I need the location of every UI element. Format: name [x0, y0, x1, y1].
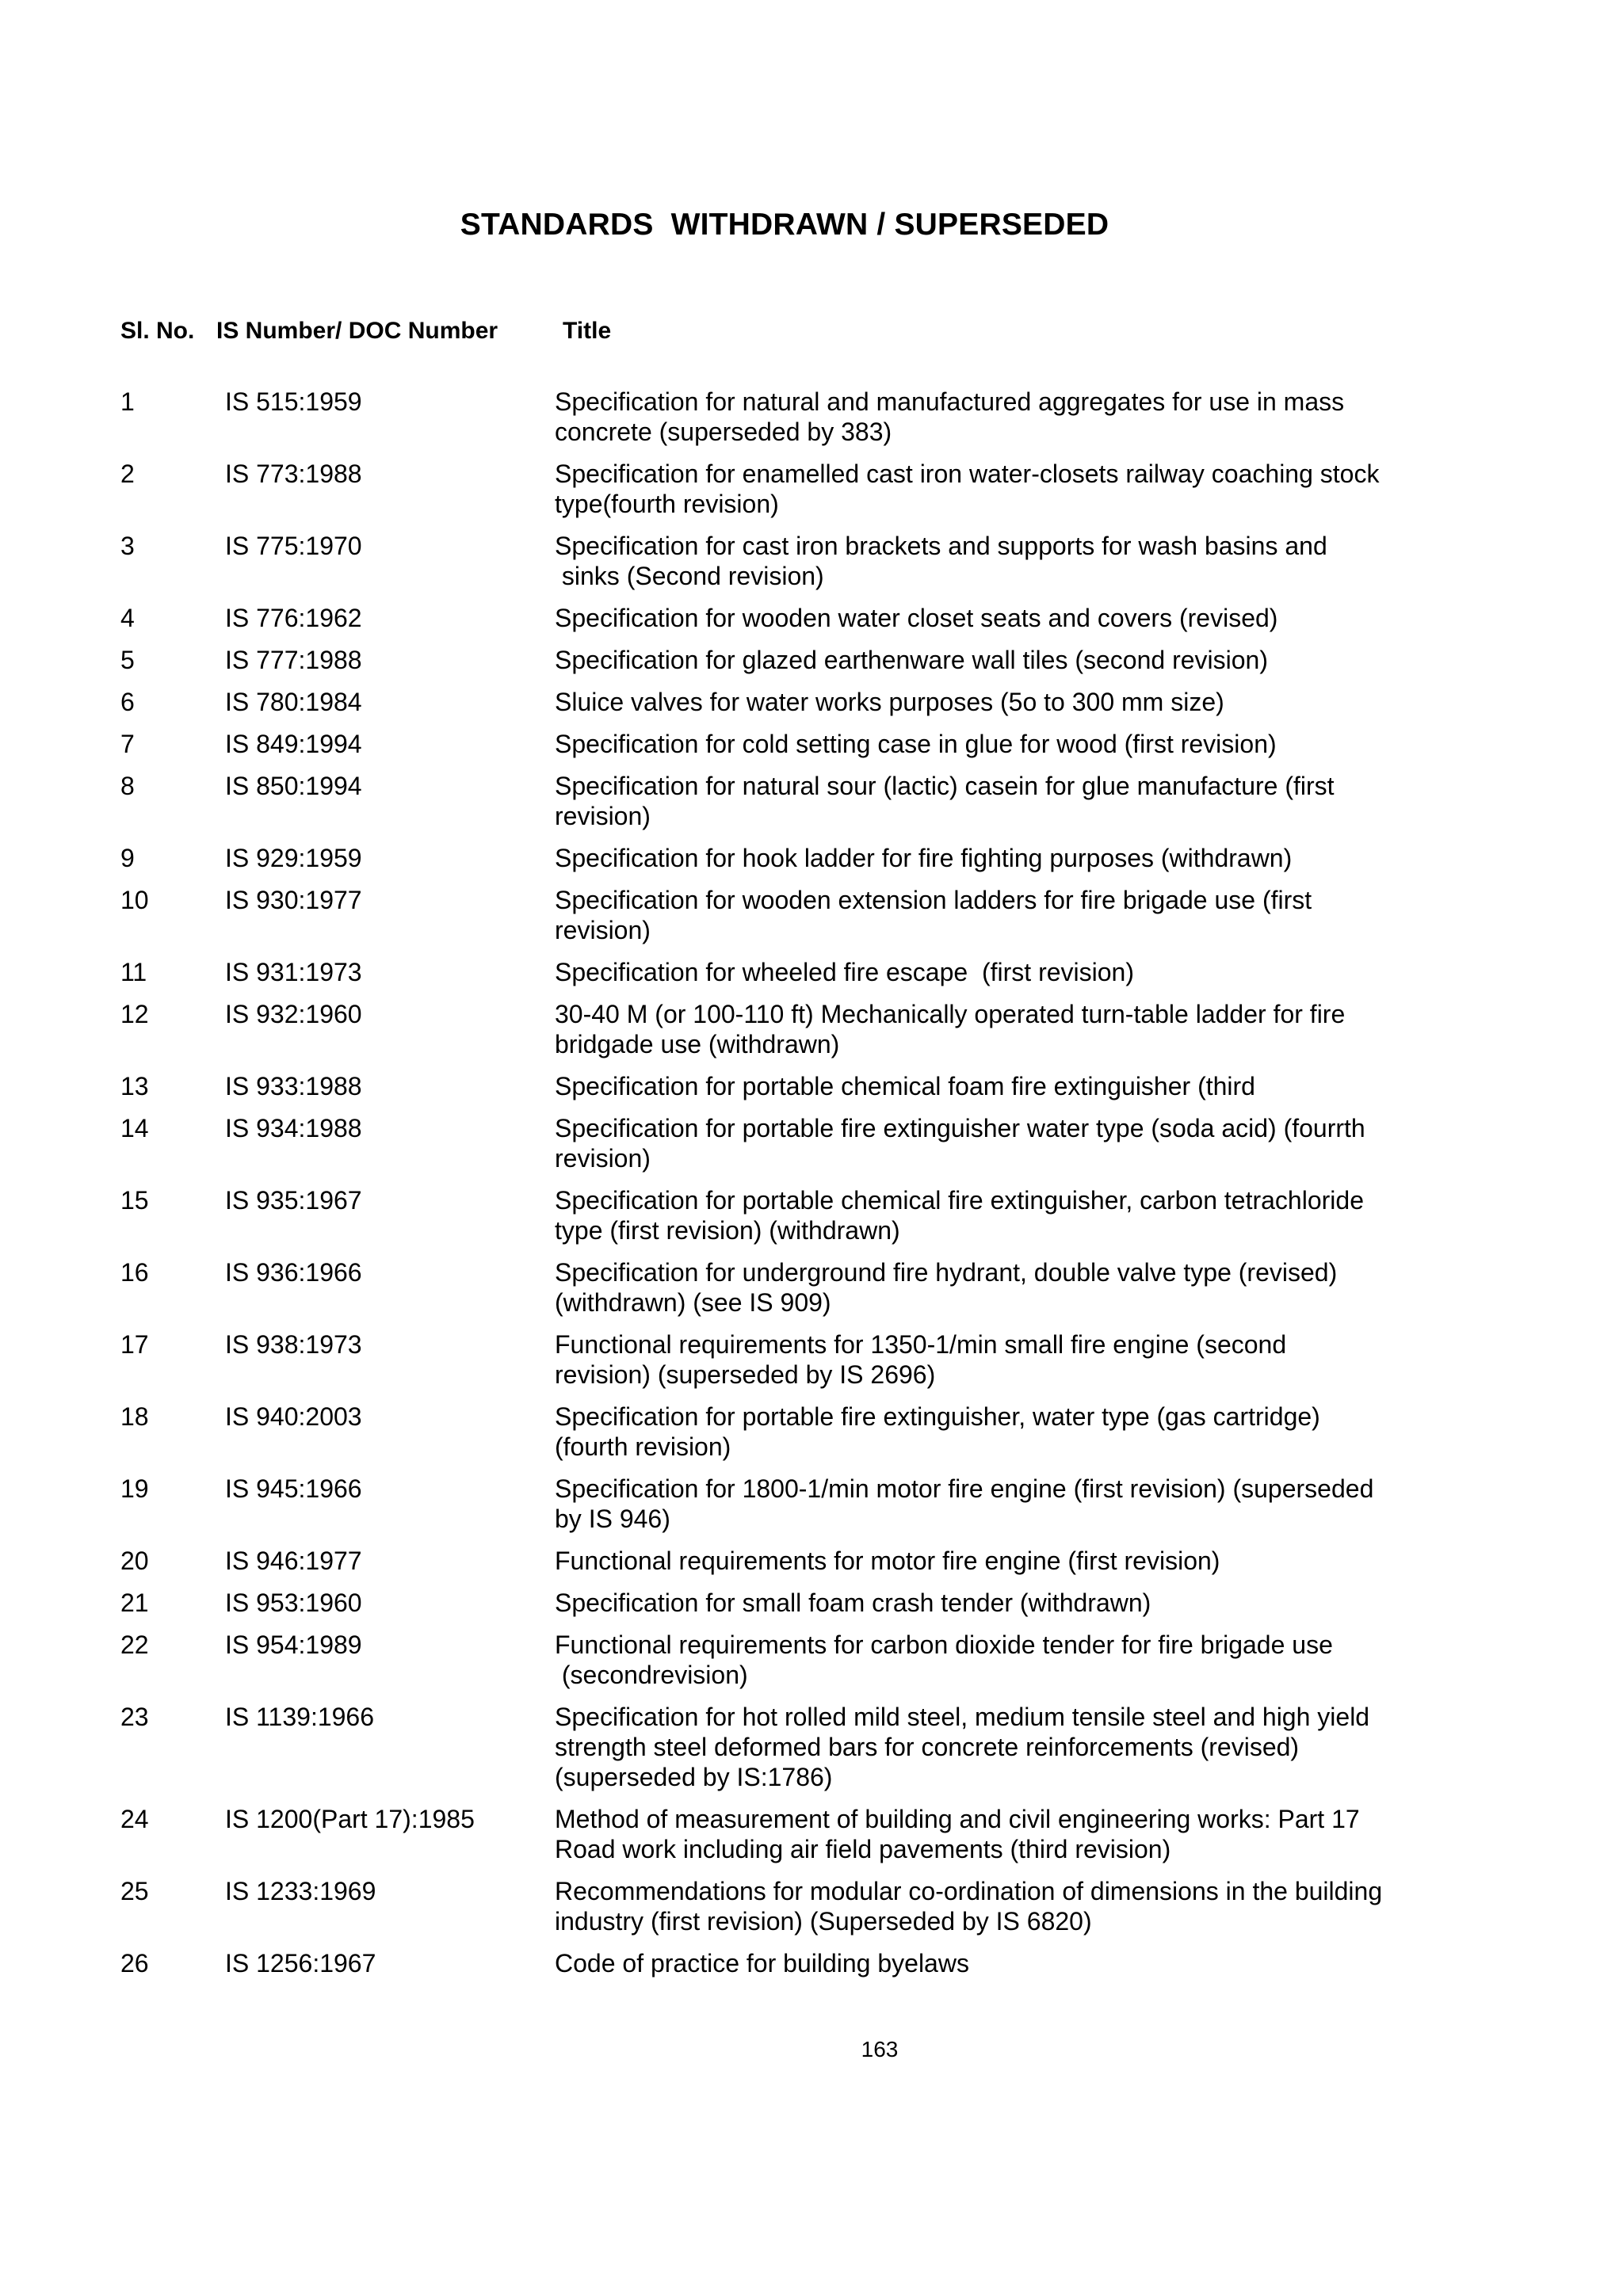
- standards-table: [0, 387, 1623, 1990]
- is-number-cell: IS 953:1960: [225, 1589, 362, 1617]
- table-row: [0, 645, 1623, 675]
- title-cell: Specification for portable chemical foam fire extinguisher (third: [555, 1072, 1255, 1100]
- title-cell: Specification for glazed earthenware wall tiles (second revision): [555, 646, 1268, 674]
- title-cell: Specification for portable fire extinguisher water type (soda acid) (fourrth revision): [555, 1114, 1373, 1173]
- is-number-cell: IS 935:1967: [225, 1186, 362, 1215]
- is-number-cell: IS 933:1988: [225, 1072, 362, 1100]
- table-row: [0, 957, 1623, 987]
- title-cell: Code of practice for building byelaws: [555, 1949, 969, 1978]
- is-number-cell: IS 930:1977: [225, 886, 362, 914]
- sl-no-cell: 14: [120, 1114, 149, 1142]
- column-header-title: Title: [563, 318, 612, 344]
- sl-no-cell: 3: [120, 532, 135, 560]
- title-cell: Specification for portable chemical fire extinguisher, carbon tetrachloride type (first revision) (withdrawn): [555, 1186, 1371, 1245]
- is-number-cell: IS 1200(Part 17):1985: [225, 1805, 475, 1833]
- table-row: [0, 729, 1623, 759]
- table-row: [0, 1474, 1623, 1534]
- sl-no-cell: 15: [120, 1186, 149, 1215]
- sl-no-cell: 5: [120, 646, 135, 674]
- title-cell: Functional requirements for carbon dioxide tender for fire brigade use (secondrevision): [555, 1630, 1333, 1689]
- title-cell: Specification for 1800-1/min motor fire engine (first revision) (superseded by IS 946): [555, 1474, 1381, 1533]
- is-number-cell: IS 850:1994: [225, 772, 362, 800]
- title-cell: Recommendations for modular co-ordination of dimensions in the building industry (first revision) (Superseded by IS 6820): [555, 1877, 1390, 1936]
- table-row: [0, 1948, 1623, 1978]
- title-cell: Specification for small foam crash tender (withdrawn): [555, 1589, 1151, 1617]
- title-cell: Specification for wheeled fire escape (first revision): [555, 958, 1134, 986]
- sl-no-cell: 18: [120, 1402, 149, 1431]
- title-cell: Specification for portable fire extinguisher, water type (gas cartridge) (fourth revision): [555, 1402, 1327, 1461]
- table-row: [0, 1588, 1623, 1618]
- table-row: [0, 1876, 1623, 1936]
- sl-no-cell: 4: [120, 604, 135, 632]
- table-row: [0, 1257, 1623, 1318]
- table-row: [0, 1329, 1623, 1390]
- sl-no-cell: 9: [120, 844, 135, 872]
- sl-no-cell: 16: [120, 1258, 149, 1287]
- title-cell: Specification for underground fire hydrant, double valve type (revised) (withdrawn) (see IS 909): [555, 1258, 1345, 1317]
- title-cell: Method of measurement of building and civil engineering works: Part 17 Road work including air field pavements (third revision): [555, 1805, 1367, 1863]
- title-cell: Specification for hook ladder for fire fighting purposes (withdrawn): [555, 844, 1293, 872]
- table-row: [0, 1804, 1623, 1864]
- column-header-is-number: IS Number/ DOC Number: [216, 318, 498, 344]
- title-cell: Specification for enamelled cast iron water-closets railway coaching stock type(fourth revision): [555, 460, 1387, 518]
- sl-no-cell: 24: [120, 1805, 149, 1833]
- title-cell: Specification for natural sour (lactic) casein for glue manufacture (first revision): [555, 772, 1342, 830]
- title-cell: 30-40 M (or 100-110 ft) Mechanically operated turn-table ladder for fire bridgade use (withdrawn): [555, 1000, 1353, 1058]
- is-number-cell: IS 776:1962: [225, 604, 362, 632]
- sl-no-cell: 19: [120, 1474, 149, 1503]
- sl-no-cell: 6: [120, 688, 135, 716]
- title-cell: Functional requirements for motor fire engine (first revision): [555, 1547, 1220, 1575]
- table-row: [0, 1702, 1623, 1792]
- table-row: [0, 603, 1623, 633]
- sl-no-cell: 20: [120, 1547, 149, 1575]
- is-number-cell: IS 932:1960: [225, 1000, 362, 1028]
- table-row: [0, 387, 1623, 447]
- is-number-cell: IS 946:1977: [225, 1547, 362, 1575]
- is-number-cell: IS 775:1970: [225, 532, 362, 560]
- table-row: [0, 1113, 1623, 1173]
- title-cell: Specification for cast iron brackets and supports for wash basins and sinks (Second revision): [555, 532, 1327, 590]
- sl-no-cell: 12: [120, 1000, 149, 1028]
- title-cell: Specification for wooden water closet seats and covers (revised): [555, 604, 1278, 632]
- is-number-cell: IS 954:1989: [225, 1630, 362, 1659]
- table-row: [0, 531, 1623, 591]
- sl-no-cell: 8: [120, 772, 135, 800]
- column-header-sl-no: Sl. No.: [120, 318, 195, 344]
- table-row: [0, 687, 1623, 717]
- sl-no-cell: 10: [120, 886, 149, 914]
- table-row: [0, 1071, 1623, 1101]
- table-row: [0, 999, 1623, 1059]
- page-title: STANDARDS WITHDRAWN / SUPERSEDED: [460, 208, 1109, 242]
- sl-no-cell: 22: [120, 1630, 149, 1659]
- is-number-cell: IS 936:1966: [225, 1258, 362, 1287]
- sl-no-cell: 13: [120, 1072, 149, 1100]
- is-number-cell: IS 934:1988: [225, 1114, 362, 1142]
- is-number-cell: IS 940:2003: [225, 1402, 362, 1431]
- title-cell: Functional requirements for 1350-1/min small fire engine (second revision) (superseded by IS 2696): [555, 1330, 1294, 1389]
- table-row: [0, 885, 1623, 945]
- is-number-cell: IS 1233:1969: [225, 1877, 376, 1905]
- is-number-cell: IS 515:1959: [225, 387, 362, 416]
- table-row: [0, 1402, 1623, 1462]
- table-row: [0, 1546, 1623, 1576]
- table-row: [0, 1185, 1623, 1245]
- title-cell: Specification for natural and manufactured aggregates for use in mass concrete (superseded by 383): [555, 387, 1352, 446]
- title-cell: Sluice valves for water works purposes (5o to 300 mm size): [555, 688, 1224, 716]
- table-row: [0, 459, 1623, 519]
- is-number-cell: IS 929:1959: [225, 844, 362, 872]
- table-row: [0, 843, 1623, 873]
- title-cell: Specification for cold setting case in glue for wood (first revision): [555, 730, 1277, 758]
- sl-no-cell: 2: [120, 460, 135, 488]
- table-row: [0, 1630, 1623, 1690]
- is-number-cell: IS 849:1994: [225, 730, 362, 758]
- sl-no-cell: 21: [120, 1589, 149, 1617]
- title-cell: Specification for hot rolled mild steel, medium tensile steel and high yield strength steel deformed bars for concrete reinforcements (revised)(superseded by IS:1786): [555, 1703, 1377, 1791]
- sl-no-cell: 23: [120, 1703, 149, 1731]
- sl-no-cell: 26: [120, 1949, 149, 1978]
- sl-no-cell: 11: [120, 958, 147, 986]
- is-number-cell: IS 1139:1966: [225, 1703, 375, 1731]
- table-row: [0, 771, 1623, 831]
- is-number-cell: IS 945:1966: [225, 1474, 362, 1503]
- sl-no-cell: 17: [120, 1330, 149, 1359]
- is-number-cell: IS 777:1988: [225, 646, 362, 674]
- is-number-cell: IS 931:1973: [225, 958, 362, 986]
- is-number-cell: IS 780:1984: [225, 688, 362, 716]
- sl-no-cell: 1: [120, 387, 135, 416]
- sl-no-cell: 25: [120, 1877, 149, 1905]
- sl-no-cell: 7: [120, 730, 135, 758]
- page-number: 163: [861, 2037, 899, 2061]
- title-cell: Specification for wooden extension ladders for fire brigade use (first revision): [555, 886, 1319, 944]
- is-number-cell: IS 1256:1967: [225, 1949, 376, 1978]
- is-number-cell: IS 773:1988: [225, 460, 362, 488]
- is-number-cell: IS 938:1973: [225, 1330, 362, 1359]
